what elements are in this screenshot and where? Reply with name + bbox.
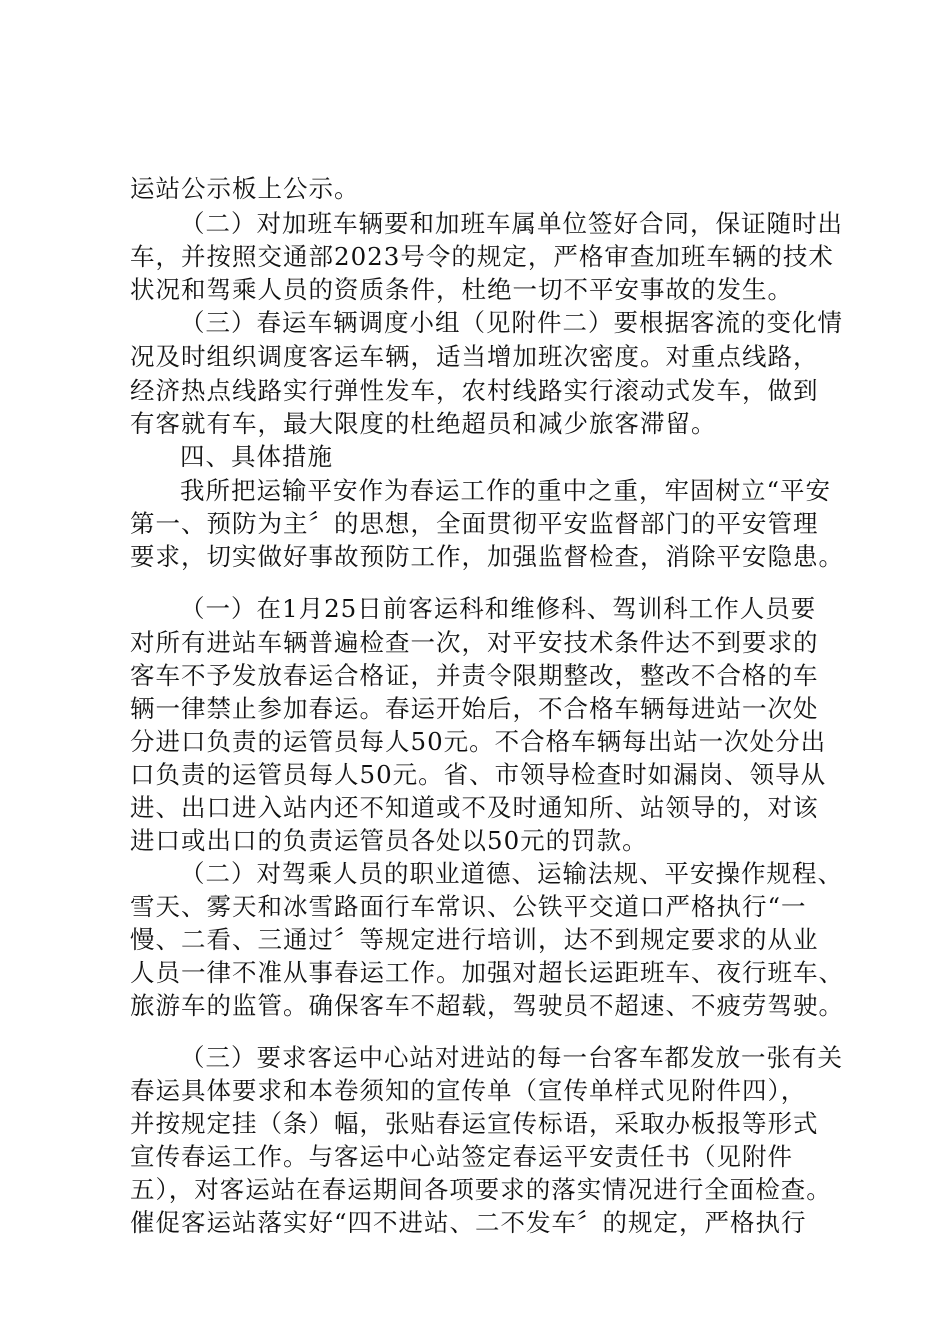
text-line: （三）春运车辆调度小组（见附件二）要根据客流的变化情: [180, 308, 843, 337]
text-line: （三）要求客运中心站对进站的每一台客车都发放一张有关: [180, 1043, 843, 1072]
text-line: 有客就有车，最大限度的杜绝超员和减少旅客滞留。: [130, 409, 717, 438]
text-line: （一）在1月25日前客运科和维修科、驾训科工作人员要: [180, 594, 817, 623]
text-line: 春运具体要求和本卷须知的宣传单（宣传单样式见附件四），: [130, 1076, 807, 1105]
text-line: 催促客运站落实好“四不进站、二不发车〞的规定，严格执行: [130, 1208, 807, 1237]
text-line: 慢、二看、三通过〞等规定进行培训，达不到规定要求的从业: [130, 925, 819, 954]
text-line: （二）对驾乘人员的职业道德、运输法规、平安操作规程、: [180, 859, 843, 888]
text-line: 旅游车的监管。确保客车不超载，驾驶员不超速、不疲劳驾驶。: [130, 991, 844, 1020]
text-line: 对所有进站车辆普遍检查一次，对平安技术条件达不到要求的: [130, 628, 819, 657]
section-heading: 四、具体措施: [180, 442, 333, 471]
text-line: 况及时组织调度客运车辆，适当增加班次密度。对重点线路，: [130, 342, 819, 371]
text-line: 运站公示板上公示。: [130, 174, 360, 203]
text-line: 车，并按照交通部2023号令的规定，严格审查加班车辆的技术: [130, 242, 834, 271]
text-line: 第一、预防为主〞的思想，全面贯彻平安监督部门的平安管理: [130, 509, 819, 538]
text-line: 进、出口进入站内还不知道或不及时通知所、站领导的，对该: [130, 793, 819, 822]
text-line: 我所把运输平安作为春运工作的重中之重，牢固树立“平安: [180, 476, 832, 505]
text-line: 并按规定挂（条）幅，张贴春运宣传标语，采取办板报等形式: [130, 1109, 819, 1138]
text-line: 五），对客运站在春运期间各项要求的落实情况进行全面检查。: [130, 1175, 832, 1204]
text-line: 雪天、雾天和冰雪路面行车常识、公铁平交道口严格执行“一: [130, 892, 807, 921]
text-line: 客车不予发放春运合格证，并责令限期整改，整改不合格的车: [130, 661, 819, 690]
text-line: 进口或出口的负责运管员各处以50元的罚款。: [130, 826, 648, 855]
text-line: （二）对加班车辆要和加班车属单位签好合同，保证随时出: [180, 209, 843, 238]
text-line: 口负责的运管员每人50元。省、市领导检查时如漏岗、领导从: [130, 760, 827, 789]
text-line: 分进口负责的运管员每人50元。不合格车辆每出站一次处分出: [130, 727, 827, 756]
text-line: 经济热点线路实行弹性发车，农村线路实行滚动式发车，做到: [130, 376, 819, 405]
text-line: 人员一律不准从事春运工作。加强对超长运距班车、夜行班车、: [130, 958, 844, 987]
text-line: 状况和驾乘人员的资质条件，杜绝一切不平安事故的发生。: [130, 275, 793, 304]
text-line: 辆一律禁止参加春运。春运开始后，不合格车辆每进站一次处: [130, 694, 819, 723]
text-line: 要求，切实做好事故预防工作，加强监督检查，消除平安隐患。: [130, 542, 844, 571]
text-line: 宣传春运工作。与客运中心站签定春运平安责任书（见附件: [130, 1142, 793, 1171]
